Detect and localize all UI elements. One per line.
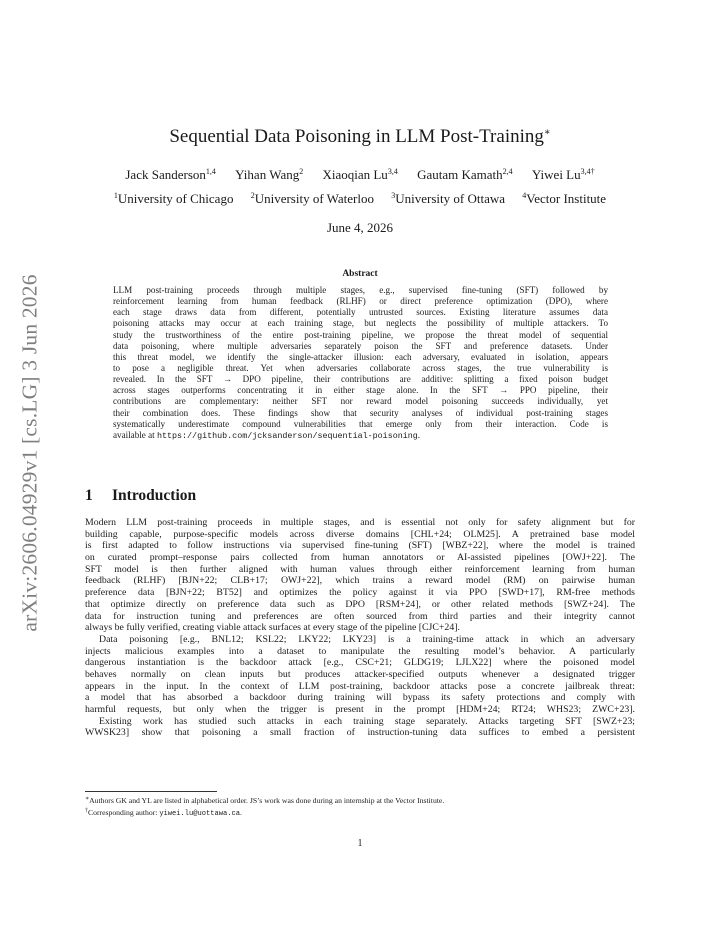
body-line: Modern LLM post-training proceeds in multiple stages, and is essential not only for safety alignment but for: [85, 517, 635, 528]
abstract-line: available at https://github.com/jcksanderson/sequential-poisoning.: [113, 429, 421, 441]
abstract-line: systematically underestimate compound vulnerabilities that emerge only from their interaction. Code is: [113, 418, 608, 429]
body-line: that optimize directly on preference data such as DPO [RSM+24], or other related methods [SWZ+24]. The: [85, 598, 635, 610]
abstract-line: revealed. In the SFT → DPO pipeline, their contributions are additive: splitting a fixed poison budget: [113, 374, 608, 385]
abstract-heading: Abstract: [342, 269, 378, 279]
author-list: [0, 167, 720, 183]
paper-title: [0, 126, 720, 148]
title-footnote-mark: ∗: [543, 127, 551, 138]
body-line: Existing work has studied such attacks in each training stage separately. Attacks targeting SFT [SWZ+23;: [99, 715, 635, 727]
body-line: on curated prompt–response pairs collected from human annotators or AI-assisted pipelines [OWJ+22]. The: [85, 552, 635, 564]
abstract-line: across stages outperforms concentrating it in either stage alone. In the SFT → PPO pipeline, their: [113, 385, 608, 396]
author: Xiaoqian Lu$^{3,4}$: [322, 167, 398, 182]
arxiv-stamp-text: arXiv:2606.04929v1 [cs.LG] 3 Jun 2026: [17, 274, 42, 632]
footnotes: [85, 794, 645, 819]
body-line: appears in the input. In the context of LLM post-training, backdoor attacks pose a concrete jailbreak threat:: [85, 680, 635, 692]
abstract-line: this threat model, we identify the single-attacker illusion: each adversary, evaluated in isolation, appears: [113, 351, 608, 362]
code-url-link[interactable]: https://github.com/jcksanderson/sequential-poisoning: [156, 430, 418, 441]
footnote: ∗Authors GK and YL are listed in alphabetical order. JS’s work was done during an internship at the Vector Institute.: [85, 796, 445, 805]
affiliation: $^1$University of Chicago: [113, 191, 234, 206]
body-line: harmful requests, but only when the trigger is present in the prompt [HDM+24; RT24; WHS23; ZWC+23].: [85, 704, 635, 715]
section-title: Introduction: [112, 487, 197, 504]
body-line: building capable, purpose-specific models across diverse domains [CHL+24; OLM25]. A pretrained base model: [85, 528, 635, 540]
abstract-line: each stage draws data from different, potentially untrusted sources. Existing literature assumes data: [113, 307, 608, 318]
footnote-divider: [85, 791, 217, 792]
abstract-line: poisoning attacks may occur at each training stage, but neglects the possibility of multiple attackers. To: [113, 318, 608, 329]
section-heading: [85, 487, 196, 505]
title-text: Sequential Data Poisoning in LLM Post-Training: [169, 126, 544, 147]
abstract-line: LLM post-training proceeds through multiple stages, e.g., supervised fine-tuning (SFT) followed by: [113, 285, 608, 295]
abstract-line: contributions are complementary: neither SFT nor reward model poisoning succeeds individually, yet: [113, 396, 608, 407]
body-line: feedback (RLHF) [BJN+22; CLB+17; OWJ+22], which trains a reward model (RM) on pairwise human: [85, 575, 635, 587]
body-line: always be fully verified, creating viable attack surfaces at every stage of the pipeline [CJC+24].: [85, 622, 460, 634]
body-line: injects malicious examples into a dataset to manipulate the resulting model’s behavior. A particularly: [85, 645, 635, 657]
body-line: WWSK23] show that poisoning a small fraction of instruction-tuning data suffices to embed a persistent: [85, 727, 635, 739]
body-line: behaves normally on clean inputs but produces attacker-specified outputs whenever a designated trigger: [85, 668, 635, 680]
abstract-line: study the trustworthiness of the entire post-training pipeline, we propose the threat model of sequential: [113, 329, 608, 340]
abstract-body: [113, 285, 608, 442]
affiliation-list: [0, 191, 720, 207]
author: Jack Sanderson$^{1,4}$: [125, 167, 216, 182]
body-line: a model that has absorbed a backdoor during training will bypass its safety protections and comply with: [85, 692, 635, 704]
publication-date: June 4, 2026: [326, 220, 394, 235]
abstract-line: data poisoning, where multiple adversaries separately poison the SFT and preference datasets. Under: [113, 340, 608, 351]
page-number: 1: [357, 838, 363, 849]
author: Yihan Wang$^2$: [235, 167, 304, 182]
email-link[interactable]: yiwei.lu@uottawa.ca: [159, 810, 241, 819]
body-line: preference data [BJN+22; BT52] and optimizes the policy against it via PPO [SWD+17], RM-free methods: [85, 587, 635, 599]
body-line: data for instruction tuning and preferences are often sourced from third parties and their integrity cannot: [85, 610, 635, 622]
author: Gautam Kamath$^{2,4}$: [417, 167, 513, 182]
introduction-body: [85, 517, 635, 739]
abstract-line: their combination does. These findings show that security analyses of individual post-training stages: [113, 407, 608, 418]
body-line: SFT model is then further aligned with human values through either reinforcement learning from human: [85, 563, 635, 575]
affiliation: $^3$University of Ottawa: [391, 191, 506, 206]
body-line: is first adapted to follow instructions via supervised fine-tuning (SFT) [WBZ+22], where the model is trained: [85, 540, 635, 552]
body-line: Data poisoning [e.g., BNL12; KSL22; LKY22; LKY23] is a training-time attack in which an adversary: [99, 633, 635, 645]
abstract-line: to pose a negligible threat. Yet when adversaries collaborate across stages, the true vulnerability is: [113, 362, 608, 373]
footnote: †Corresponding author: yiwei.lu@uottawa.ca.: [85, 808, 242, 819]
affiliation: $^4$Vector Institute: [522, 191, 607, 206]
author: Yiwei $Lu^{3,4\dagger}$: [531, 167, 595, 182]
affiliation: $^2$University of Waterloo: [250, 191, 375, 206]
section-number: 1: [85, 487, 93, 504]
abstract-line: reinforcement learning from human feedback (RLHF) or direct preference optimization (DPO), where: [113, 296, 608, 307]
body-line: dangerous instantiation is the backdoor attack [e.g., CSC+21; GLDG19; LJLX22] where the poisoned model: [85, 657, 635, 669]
arxiv-identifier-stamp: [8, 267, 52, 639]
